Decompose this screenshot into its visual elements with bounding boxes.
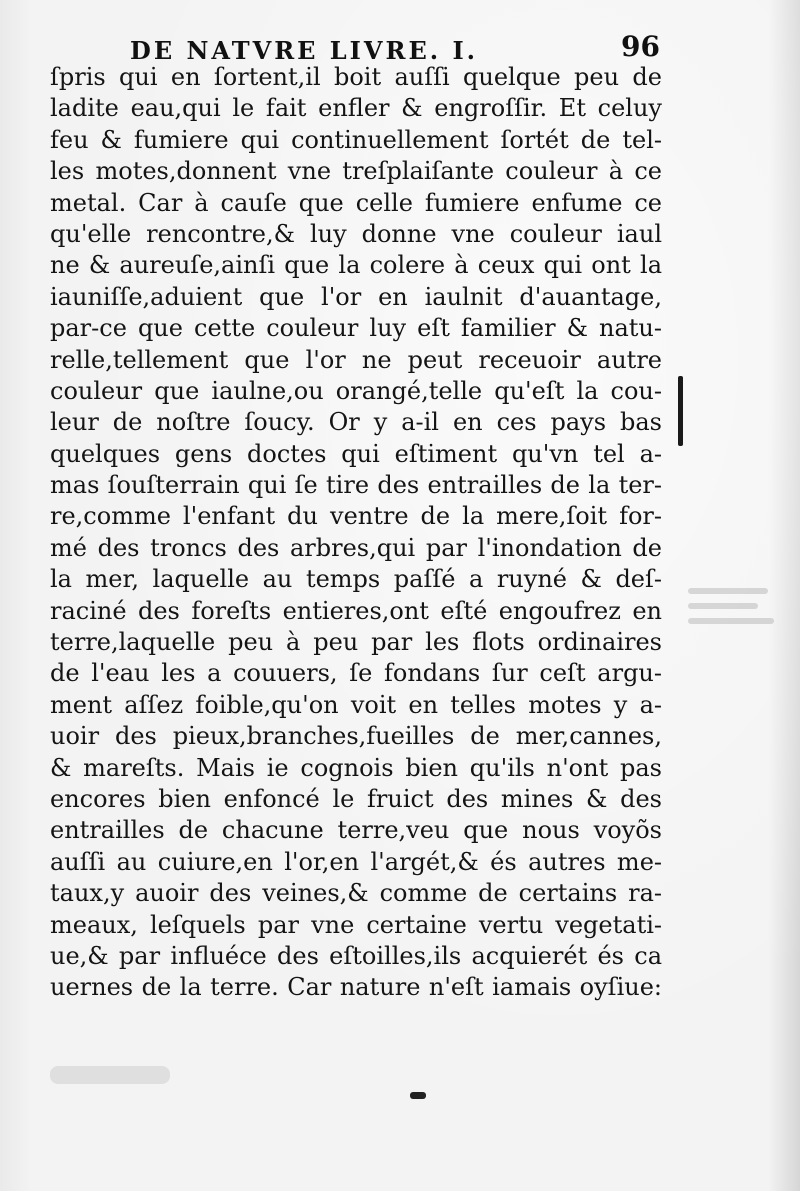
bleed-through-mark — [50, 1066, 170, 1084]
text-line: re,comme l'enfant du ventre de la mere,ſoit for- — [50, 502, 662, 531]
text-line: terre,laquelle peu à peu par les flots ordinaires — [50, 628, 662, 657]
text-line: ue,& par influéce des eſtoilles,ils acquierét és ca — [50, 941, 662, 970]
text-line: uoir des pieux,branches,fueilles de mer,cannes, — [50, 722, 662, 751]
text-line: auſſi au cuiure,en l'or,en l'argét,& és autres me- — [50, 847, 662, 876]
faded-margin-note — [688, 588, 778, 634]
text-line: leur de noſtre ſoucy. Or y a-il en ces pays bas — [50, 408, 662, 437]
text-line: la mer, laquelle au temps paſſé a ruyné & deſ- — [50, 565, 662, 594]
text-line: ladite eau,qui le fait enfler & engroſſir. Et celuy — [50, 94, 662, 123]
body-text — [50, 62, 662, 1004]
text-line: de l'eau les a couuers, ſe fondans ſur ceſt argu- — [50, 659, 662, 688]
text-line: mas ſouſterrain qui ſe tire des entrailles de la ter- — [50, 471, 662, 500]
signature-mark — [410, 1092, 426, 1099]
text-line: ne & aureuſe,ainſi que la colere à ceux qui ont la — [50, 251, 662, 280]
running-head — [130, 30, 660, 64]
text-line: relle,tellement que l'or ne peut receuoir autre — [50, 345, 662, 374]
text-line: taux,y auoir des veines,& comme de certains ra- — [50, 879, 662, 908]
text-line: ment aſſez foible,qu'on voit en telles motes y a- — [50, 690, 662, 719]
text-line: par-ce que cette couleur luy eſt familier & natu- — [50, 314, 662, 343]
text-line: mé des troncs des arbres,qui par l'inondation de — [50, 533, 662, 562]
margin-mark — [678, 376, 683, 446]
text-line: ſpris qui en ſortent,il boit auſſi quelque peu de — [50, 63, 662, 91]
text-line: raciné des foreſts entieres,ont eſté engoufrez en — [50, 596, 662, 625]
text-line: quelques gens doctes qui eſtiment qu'vn tel a- — [50, 439, 662, 468]
text-line: uernes de la terre. Car nature n'eſt iamais oyſiue: — [50, 973, 662, 1002]
text-line: entrailles de chacune terre,veu que nous voyõs — [50, 816, 662, 845]
page-number: 96 — [621, 30, 660, 63]
text-line: feu & fumiere qui continuellement ſortét de tel- — [50, 125, 662, 154]
text-line: & mareſts. Mais ie cognois bien qu'ils n'ont pas — [50, 753, 662, 782]
text-line: meaux, leſquels par vne certaine vertu vegetati- — [50, 910, 662, 939]
text-line: qu'elle rencontre,& luy donne vne couleur iaul — [50, 219, 662, 248]
text-line: metal. Car à cauſe que celle fumiere enfume ce — [50, 188, 662, 217]
running-title: DE NATVRE LIVRE. I. — [130, 36, 479, 65]
text-line: iauniſſe,aduient que l'or en iaulnit d'auantage, — [50, 282, 662, 311]
text-line: les motes,donnent vne treſplaiſante couleur à ce — [50, 157, 662, 186]
text-line: couleur que iaulne,ou orangé,telle qu'eſt la cou- — [50, 376, 662, 405]
text-line: encores bien enfoncé le fruict des mines & des — [50, 784, 662, 813]
